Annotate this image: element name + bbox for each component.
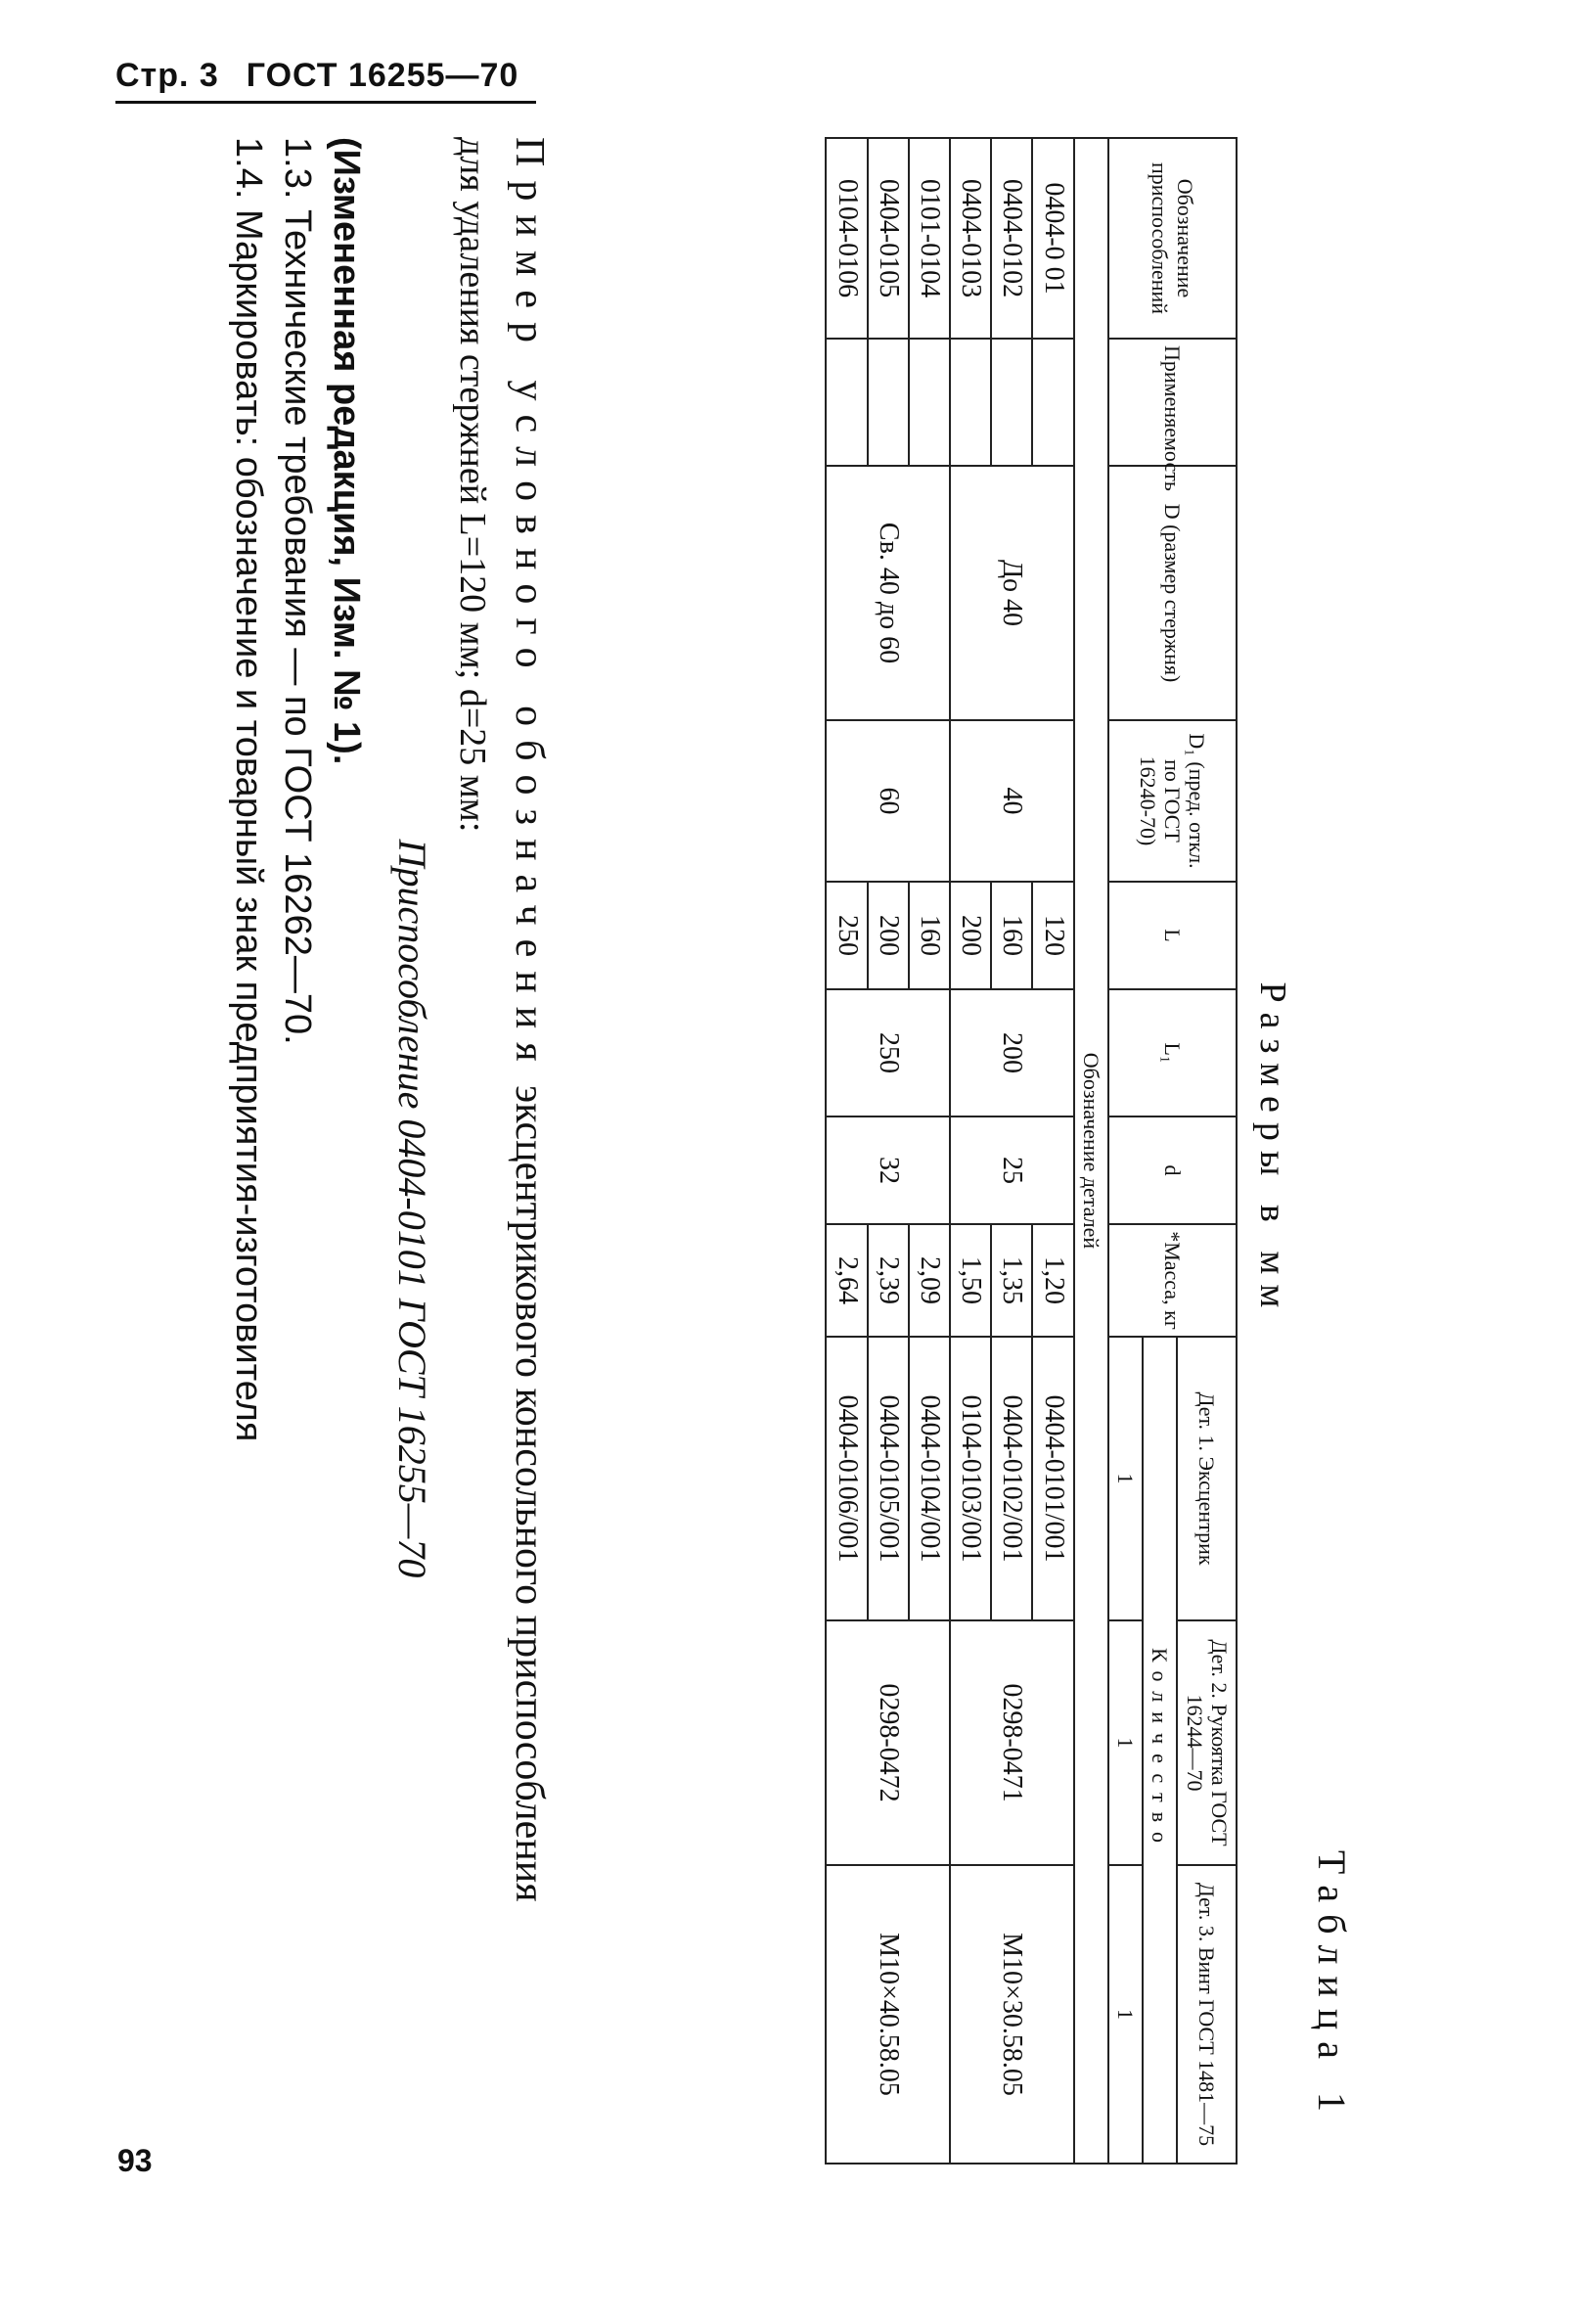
qty-part3: 1 — [1108, 1865, 1143, 2164]
group-part3: M10×30.58.05 — [950, 1865, 1074, 2164]
row-mass: 2,39 — [868, 1224, 909, 1337]
group-D1: 60 — [826, 720, 950, 882]
row-mass: 2,64 — [826, 1224, 867, 1337]
group-D: Св. 40 до 60 — [826, 466, 950, 720]
row-mass: 1,20 — [1032, 1224, 1073, 1337]
row-code: 0404-0 01 — [1032, 138, 1073, 339]
group-part2: 0298-0471 — [950, 1620, 1074, 1865]
row-code: 0404-0103 — [950, 138, 991, 339]
row-L: 200 — [868, 882, 909, 989]
group-part3: M10×40.58.05 — [826, 1865, 950, 2164]
group-D1: 40 — [950, 720, 1074, 882]
row-L: 200 — [950, 882, 991, 989]
header-applicability: Применяемость — [1108, 339, 1237, 466]
header-part2: Дет. 2. Рукоятка ГОСТ 16244—70 — [1177, 1620, 1237, 1865]
group-d: 25 — [950, 1116, 1074, 1224]
row-code: 0404-0102 — [991, 138, 1032, 339]
example-title — [506, 137, 553, 1902]
dimensions-table — [825, 137, 1238, 2165]
header-designation: Обозначение приспособлений — [1108, 138, 1237, 339]
table-caption: Таблица 1 — [1310, 1849, 1354, 2123]
row-part1: 0404-0101/001 — [1032, 1337, 1073, 1620]
group-d: 32 — [826, 1116, 950, 1224]
header-mass: *Масса, кг — [1108, 1224, 1237, 1337]
table-row — [909, 138, 950, 2164]
row-part1: 0404-0106/001 — [826, 1337, 867, 1620]
row-part1: 0404-0105/001 — [868, 1337, 909, 1620]
row-code: 0404-0105 — [868, 138, 909, 339]
header-part1: Дет. 1. Эксцентрик — [1177, 1337, 1237, 1620]
row-L: 120 — [1032, 882, 1073, 989]
page-label: Стр. 3 — [115, 57, 219, 94]
group-L1: 200 — [950, 989, 1074, 1116]
group-D: До 40 — [950, 466, 1074, 720]
example-designation: Приспособление 0404-0101 ГОСТ 16255—70 — [390, 839, 434, 1578]
page-header — [115, 57, 536, 104]
rotated-content — [181, 137, 1355, 2163]
group-part2: 0298-0472 — [826, 1620, 950, 1865]
table-row — [1032, 138, 1073, 2164]
header-part-designation: Обозначение деталей — [1074, 138, 1108, 2164]
header-D1: D₁ (пред. откл. по ГОСТ 16240-70) — [1108, 720, 1237, 882]
row-part1: 0104-0103/001 — [950, 1337, 991, 1620]
row-mass: 1,35 — [991, 1224, 1032, 1337]
header-part3: Дет. 3. Винт ГОСТ 1481—75 — [1177, 1865, 1237, 2164]
header-D: D (размер стержня) — [1108, 466, 1237, 720]
header-L1: L₁ — [1108, 989, 1237, 1116]
qty-part1: 1 — [1108, 1337, 1143, 1620]
row-applicability — [909, 339, 950, 466]
edition-note: (Измененная редакция, Изм. № 1). — [326, 137, 367, 765]
row-applicability — [950, 339, 991, 466]
row-mass: 2,09 — [909, 1224, 950, 1337]
row-L: 160 — [991, 882, 1032, 989]
example-line2: для удаления стержней L=120 мм; d=25 мм: — [452, 137, 493, 833]
row-applicability — [991, 339, 1032, 466]
group-L1: 250 — [826, 989, 950, 1116]
page-number: 93 — [117, 2143, 153, 2178]
row-L: 160 — [909, 882, 950, 989]
header-d: d — [1108, 1116, 1237, 1224]
paragraph-1-4: 1.4. Маркировать: обозначение и товарный знак предприятия-изготовителя — [228, 137, 269, 1442]
row-applicability — [826, 339, 867, 466]
row-applicability — [868, 339, 909, 466]
row-part1: 0404-0102/001 — [991, 1337, 1032, 1620]
standard-label: ГОСТ 16255—70 — [246, 57, 519, 94]
paragraph-1-3: 1.3. Технические требования — по ГОСТ 16262—70. — [277, 137, 318, 1045]
header-quantity: Количество — [1143, 1337, 1177, 2164]
header-L: L — [1108, 882, 1237, 989]
row-part1: 0404-0104/001 — [909, 1337, 950, 1620]
example-rest: эксцентрикового консольного приспособления — [507, 1085, 552, 1902]
row-mass: 1,50 — [950, 1224, 991, 1337]
row-code: 0101-0104 — [909, 138, 950, 339]
qty-part2: 1 — [1108, 1620, 1143, 1865]
example-lead: Пример условного обозначения — [507, 137, 552, 1075]
row-applicability — [1032, 339, 1073, 466]
row-code: 0104-0106 — [826, 138, 867, 339]
row-L: 250 — [826, 882, 867, 989]
table-units: Размеры в мм — [1252, 981, 1293, 1318]
